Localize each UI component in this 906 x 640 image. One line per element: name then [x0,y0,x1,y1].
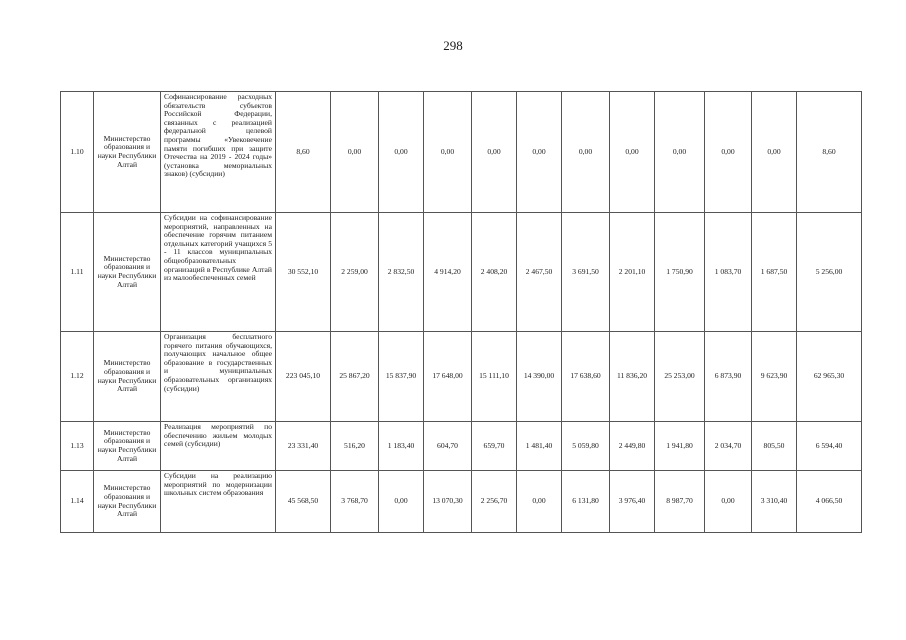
value-cell: 4 066,50 [797,471,862,533]
description: Субсидии на реализацию мероприятий по модернизации школьных систем образования [161,471,276,533]
description: Организация бесплатного горячего питания обучающихся, получающих начальное общее образование в государственных и муниципальных образовательных организациях (субсидии) [161,332,276,422]
value-cell: 17 648,00 [424,332,472,422]
value-cell: 5 059,80 [562,422,610,471]
value-cell: 0,00 [752,92,797,213]
row-number: 1.12 [61,332,94,422]
value-cell: 23 331,40 [276,422,331,471]
value-cell: 223 045,10 [276,332,331,422]
row-number: 1.13 [61,422,94,471]
value-cell: 0,00 [379,92,424,213]
value-cell: 45 568,50 [276,471,331,533]
value-cell: 25 253,00 [655,332,705,422]
value-cell: 13 070,30 [424,471,472,533]
organization: Министерство образования и науки Республики Алтай [94,471,161,533]
table-row [61,471,862,533]
value-cell: 805,50 [752,422,797,471]
value-cell: 0,00 [379,471,424,533]
value-cell: 25 867,20 [331,332,379,422]
value-cell: 2 832,50 [379,213,424,332]
value-cell: 0,00 [517,92,562,213]
description: Субсидии на софинансирование мероприятий, направленных на обеспечение горячим питанием отдельных категорий учащихся 5 - 11 классов муниципальных общеобразовательных организаций в Республике Алтай из малообеспеченных семей [161,213,276,332]
value-cell: 6 594,40 [797,422,862,471]
value-cell: 2 408,20 [472,213,517,332]
value-cell: 0,00 [610,92,655,213]
value-cell: 3 768,70 [331,471,379,533]
table-row [61,92,862,213]
description: Софинансирование расходных обязательств субъектов Российской Федерации, связанных с реализацией федеральной целевой программы «Увековечение памяти погибших при защите Отечества на 2019 - 2024 годы» (установка мемориальных знаков) (субсидии) [161,92,276,213]
value-cell: 0,00 [424,92,472,213]
value-cell: 8,60 [276,92,331,213]
value-cell: 1 941,80 [655,422,705,471]
value-cell: 3 691,50 [562,213,610,332]
value-cell: 6 131,80 [562,471,610,533]
value-cell: 6 873,90 [705,332,752,422]
page-number: 298 [443,38,463,53]
value-cell: 3 310,40 [752,471,797,533]
row-number: 1.11 [61,213,94,332]
table-body [61,92,862,533]
value-cell: 516,20 [331,422,379,471]
value-cell: 0,00 [705,92,752,213]
value-cell: 0,00 [562,92,610,213]
organization: Министерство образования и науки Республики Алтай [94,332,161,422]
budget-table [60,91,862,533]
value-cell: 2 467,50 [517,213,562,332]
value-cell: 11 836,20 [610,332,655,422]
value-cell: 0,00 [472,92,517,213]
value-cell: 2 449,80 [610,422,655,471]
value-cell: 14 390,00 [517,332,562,422]
value-cell: 5 256,00 [797,213,862,332]
value-cell: 8 987,70 [655,471,705,533]
table-row [61,422,862,471]
value-cell: 15 111,10 [472,332,517,422]
row-number: 1.10 [61,92,94,213]
value-cell: 2 259,00 [331,213,379,332]
value-cell: 604,70 [424,422,472,471]
value-cell: 1 481,40 [517,422,562,471]
value-cell: 0,00 [331,92,379,213]
value-cell: 9 623,90 [752,332,797,422]
value-cell: 17 638,60 [562,332,610,422]
description: Реализация мероприятий по обеспечению жильем молодых семей (субсидии) [161,422,276,471]
value-cell: 1 083,70 [705,213,752,332]
value-cell: 2 256,70 [472,471,517,533]
value-cell: 0,00 [655,92,705,213]
value-cell: 30 552,10 [276,213,331,332]
value-cell: 0,00 [517,471,562,533]
value-cell: 1 183,40 [379,422,424,471]
value-cell: 4 914,20 [424,213,472,332]
value-cell: 659,70 [472,422,517,471]
value-cell: 15 837,90 [379,332,424,422]
value-cell: 8,60 [797,92,862,213]
value-cell: 2 201,10 [610,213,655,332]
row-number: 1.14 [61,471,94,533]
organization: Министерство образования и науки Республики Алтай [94,422,161,471]
value-cell: 0,00 [705,471,752,533]
value-cell: 1 687,50 [752,213,797,332]
value-cell: 1 750,90 [655,213,705,332]
organization: Министерство образования и науки Республики Алтай [94,213,161,332]
table-row [61,332,862,422]
value-cell: 3 976,40 [610,471,655,533]
value-cell: 62 965,30 [797,332,862,422]
table-row [61,213,862,332]
organization: Министерство образования и науки Республики Алтай [94,92,161,213]
value-cell: 2 034,70 [705,422,752,471]
